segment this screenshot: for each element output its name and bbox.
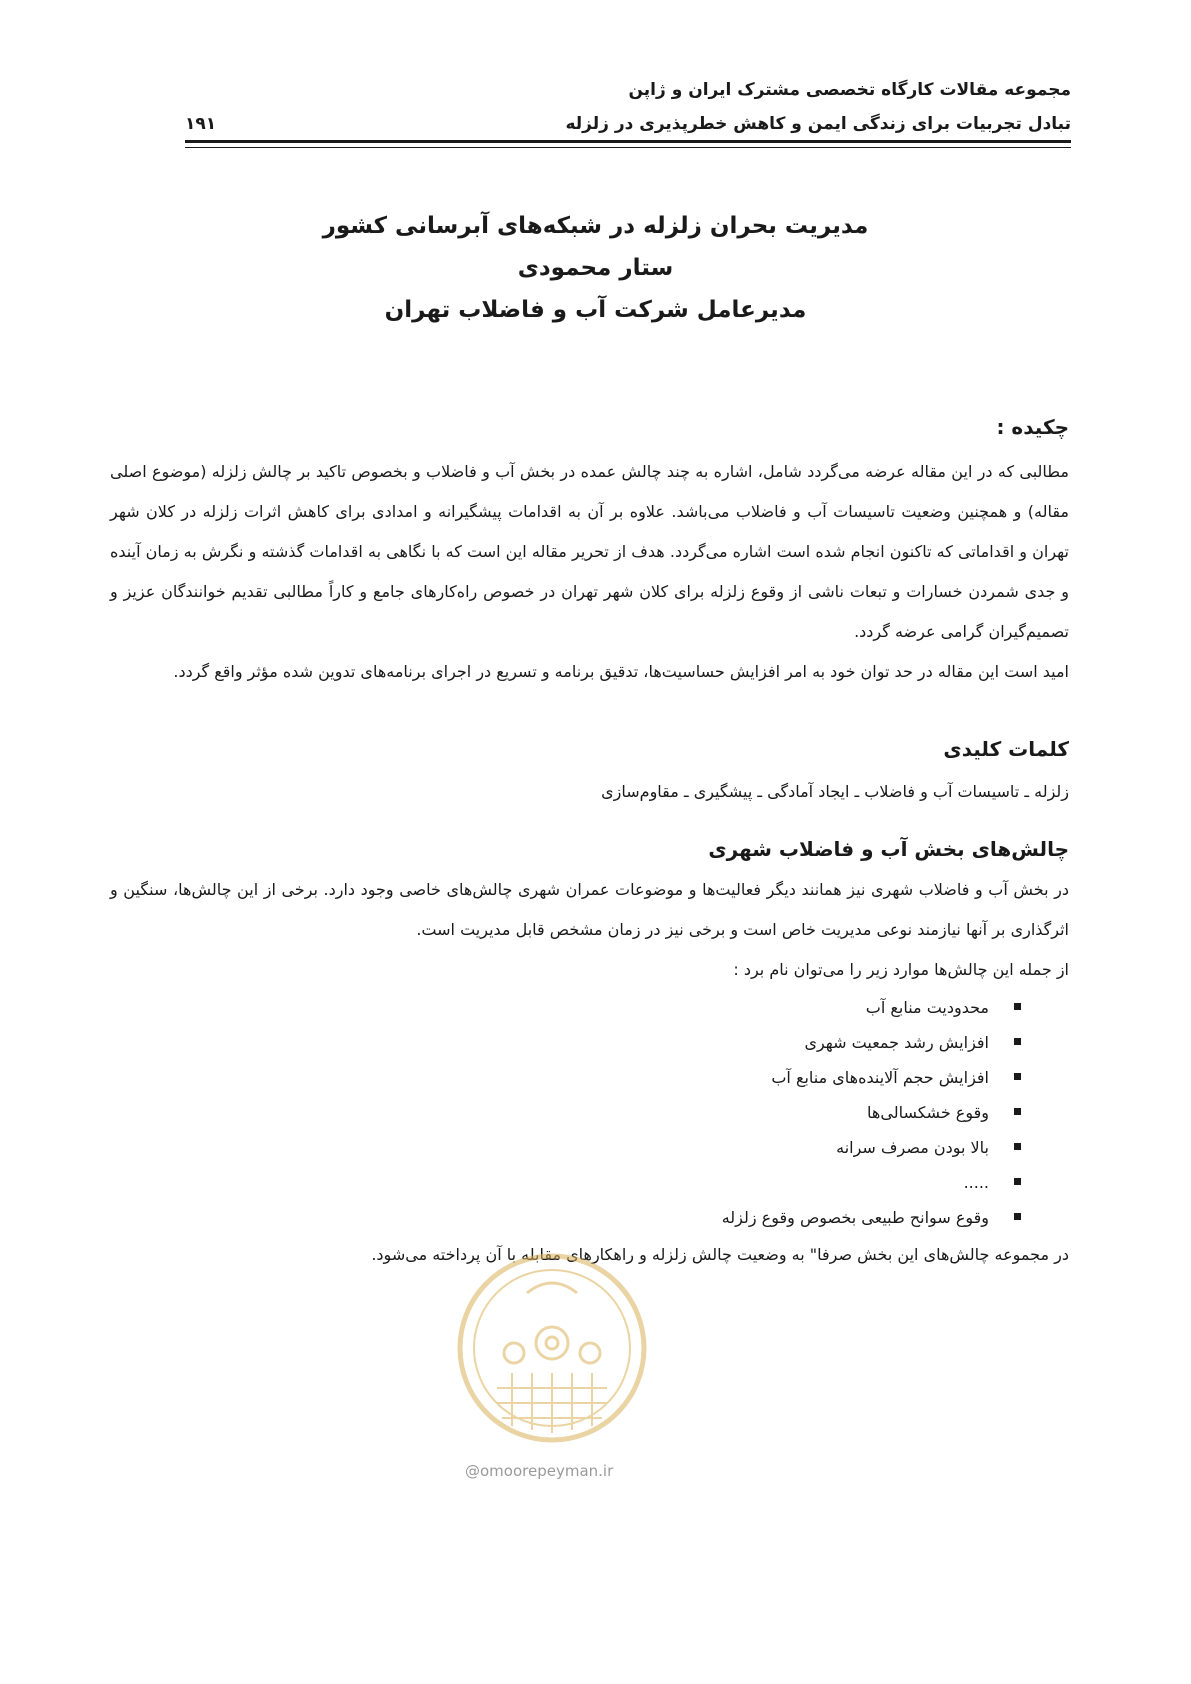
paper-body	[110, 412, 1069, 1275]
challenges-heading: چالش‌های بخش آب و فاضلاب شهری	[708, 837, 1069, 861]
challenges-section	[110, 834, 1069, 1275]
seal-gears	[504, 1283, 600, 1363]
abstract-section	[110, 412, 1069, 692]
challenges-paragraph: در بخش آب و فاضلاب شهری نیز همانند دیگر فعالیت‌ها و موضوعات عمران شهری چالش‌های خاصی وجود دارد. برخی از این چالش‌ها، سنگین و اثرگذاری بر آنها نیازمند نوعی مدیریت خاص است و برخی نیز در زمان مشخص قابل مدیریت است.	[110, 880, 1069, 939]
challenges-list	[110, 990, 1069, 1235]
list-item-text: افزایش رشد جمعیت شهری	[804, 1033, 989, 1052]
bullet-icon	[1014, 1213, 1021, 1220]
keywords-heading: کلمات کلیدی	[943, 737, 1069, 761]
header-rule-thin	[185, 147, 1071, 148]
running-header	[185, 72, 1071, 132]
challenges-intro: از جمله این چالش‌ها موارد زیر را می‌توان نام برد :	[733, 960, 1069, 979]
bullet-icon	[1014, 1178, 1021, 1185]
list-item	[110, 1130, 1021, 1165]
list-item	[110, 1165, 1021, 1200]
list-item	[110, 990, 1021, 1025]
abstract-paragraph: مطالبی که در این مقاله عرضه می‌گردد شامل، اشاره به چند چالش عمده در بخش آب و فاضلاب و بخصوص تاکید بر چالش زلزله (موضوع اصلی مقاله) و همچنین وضعیت تاسیسات آب و فاضلاب می‌باشد. علاوه بر آن به اقدامات پیشگیرانه و امدادی برای کاهش اثرات زلزله در کلان شهر تهران و اقداماتی که تاکنون انجام شده است اشاره می‌گردد. هدف از تحریر مقاله این است که با نگاهی به اقدامات گذشته و نگرش به زمان آینده و جدی شمردن خسارات و تبعات ناشی از وقوع زلزله برای کلان شهر تهران در خصوص راه‌کارهای جامع و کاراً مطالبی تقدیم خوانندگان عزیز و تصمیم‌گیران گرامی عرضه گردد.	[110, 462, 1069, 641]
bullet-icon	[1014, 1073, 1021, 1080]
list-item-text: محدودیت منابع آب	[865, 998, 989, 1017]
keywords-section	[110, 734, 1069, 812]
seal-grid	[497, 1373, 607, 1433]
list-item	[110, 1025, 1021, 1060]
paper-title: مدیریت بحران زلزله در شبکه‌های آبرسانی کشور	[322, 213, 869, 239]
abstract-heading: چکیده :	[996, 415, 1069, 439]
title-block	[150, 205, 1041, 331]
author-name: ستار محمودی	[517, 255, 674, 281]
header-rule-thick	[185, 140, 1071, 143]
author-affiliation: مدیرعامل شرکت آب و فاضلاب تهران	[384, 297, 807, 323]
list-item-text: وقوع خشکسالی‌ها	[867, 1103, 989, 1122]
list-item-text: .....	[963, 1173, 989, 1192]
list-item	[110, 1060, 1021, 1095]
watermark-seal-icon	[452, 1238, 652, 1468]
watermark-site-text: @omoorepeyman.ir	[465, 1462, 614, 1480]
challenges-closing: در مجموعه چالش‌های این بخش صرفا" به وضعیت چالش زلزله و راهکارهای مقابله با آن پرداخته می‌شود.	[371, 1245, 1069, 1264]
header-line-2: تبادل تجربیات برای زندگی ایمن و کاهش خطرپذیری در زلزله	[565, 114, 1071, 134]
bullet-icon	[1014, 1108, 1021, 1115]
page-number: ۱۹۱	[185, 114, 217, 134]
header-line-1: مجموعه مقالات کارگاه تخصصی مشترک ایران و ژاپن	[628, 80, 1071, 100]
list-item-text: افزایش حجم آلاینده‌های منابع آب	[771, 1068, 989, 1087]
bullet-icon	[1014, 1038, 1021, 1045]
bullet-icon	[1014, 1003, 1021, 1010]
abstract-paragraph-2: امید است این مقاله در حد توان خود به امر افزایش حساسیت‌ها، تدقیق برنامه و تسریع در اجرای برنامه‌های تدوین شده مؤثر واقع گردد.	[173, 662, 1069, 681]
list-item	[110, 1200, 1021, 1235]
list-item-text: وقوع سوانح طبیعی بخصوص وقوع زلزله	[721, 1208, 989, 1227]
keywords-text: زلزله ـ تاسیسات آب و فاضلاب ـ ایجاد آمادگی ـ پیشگیری ـ مقاوم‌سازی	[601, 782, 1069, 801]
list-item	[110, 1095, 1021, 1130]
list-item-text: بالا بودن مصرف سرانه	[836, 1138, 989, 1157]
bullet-icon	[1014, 1143, 1021, 1150]
